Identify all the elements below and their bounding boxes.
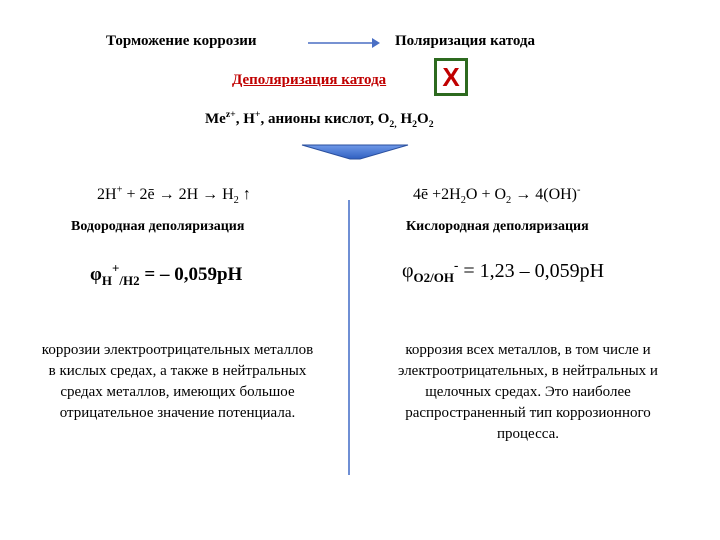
x-mark: X (442, 61, 460, 92)
o-eq-part-b: O + O (465, 186, 507, 203)
h-eq-part-a: 2H (97, 186, 117, 203)
down-arrow-icon (300, 143, 410, 163)
hydrogen-potential-equation (90, 260, 243, 288)
h-eq-part-c: ↑ (238, 186, 251, 203)
o-eq-part-a: 4ē +2H (413, 186, 461, 203)
h-eq-part-b: + 2ē → 2H → H (122, 186, 234, 203)
o-phi-sup: - (454, 257, 459, 273)
h-phi-rhs: = – 0,059pH (144, 264, 243, 285)
agents-h2o2-h: H (396, 111, 413, 127)
o-eq-part-c: → 4(OH) (511, 186, 577, 203)
h-phi: φ (90, 264, 102, 285)
o-eq-sub-b: 2 (506, 195, 512, 207)
hydrogen-description: коррозии электроотрицательных металлов в кислых средах, а также в нейтральных средах металлов, имеющих большое отрицательное значение потенциала. (41, 342, 314, 421)
agents-me: Me (205, 111, 226, 127)
oxygen-description: коррозия всех металлов, в том числе и электроотрицательных, в нейтральных и щелочных средах. Это наиболее распространенный тип коррозионного процесса. (398, 342, 658, 442)
agents-me-charge: z+ (225, 109, 236, 120)
agents-h: , H (235, 111, 255, 127)
cathode-polarization-title: Поляризация катода (395, 33, 536, 49)
agents-rest: , анионы кислот, O (260, 111, 390, 127)
x-mark-box (434, 58, 468, 96)
h-eq-sub: 2 (233, 195, 239, 207)
oxygen-potential-equation (402, 257, 605, 285)
o-eq-sup: - (577, 184, 581, 196)
cathode-depolarization-label: Деполяризация катода (232, 72, 387, 88)
h-phi-sub-a: H (101, 272, 112, 288)
right-arrow-icon (306, 36, 382, 50)
agents-h2o2-o-sub: 2 (428, 119, 434, 130)
h-phi-sup: + (111, 260, 120, 276)
agents-h2o2-o: O (417, 111, 429, 127)
corrosion-inhibition-title: Торможение коррозии (106, 33, 257, 49)
depolarizer-agents (205, 111, 434, 128)
agents-o-sub: 2, (389, 119, 397, 130)
o-eq-sub-a: 2 (460, 195, 466, 207)
agents-h-charge: + (254, 109, 261, 120)
h-phi-sub-b: /H2 (119, 272, 140, 288)
o-phi-sub: O2/OH (413, 270, 454, 285)
agents-h2o2-h-sub: 2 (412, 119, 418, 130)
hydrogen-reaction-equation (97, 184, 251, 207)
o-phi-rhs: = 1,23 – 0,059pH (458, 260, 605, 282)
oxygen-reaction-equation (413, 184, 581, 207)
hydrogen-depolarization-title: Водородная деполяризация (71, 219, 245, 234)
column-divider (348, 200, 350, 475)
h-eq-sup: + (116, 184, 123, 196)
oxygen-depolarization-title: Кислородная деполяризация (406, 219, 589, 234)
o-phi: φ (402, 260, 414, 282)
